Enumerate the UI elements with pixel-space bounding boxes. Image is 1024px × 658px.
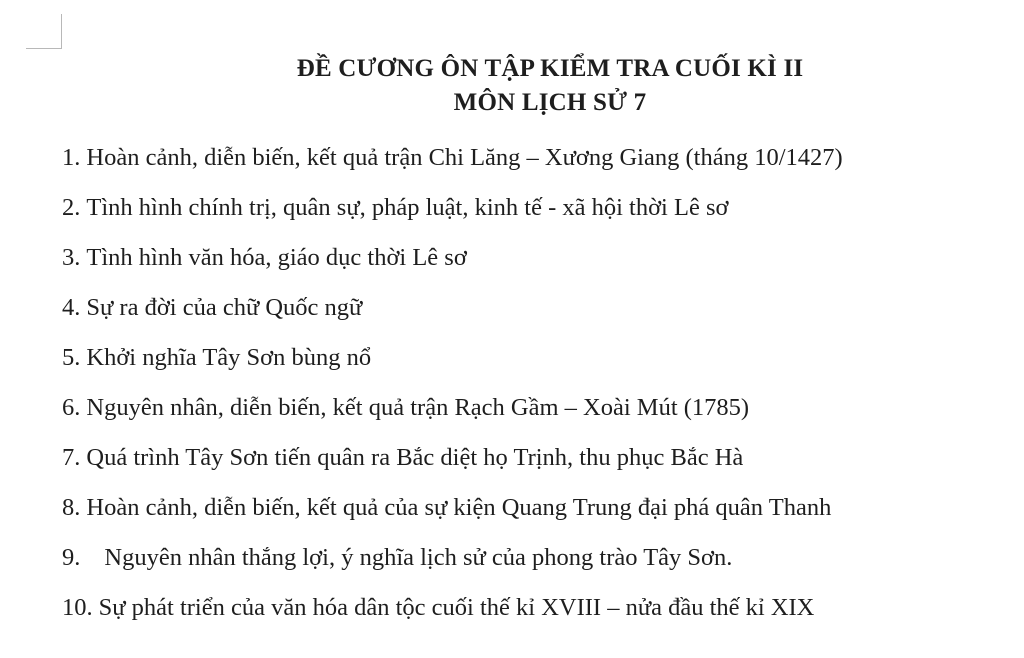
topic-list [62,140,843,640]
list-item [62,390,843,440]
item-number: 4. [62,294,81,321]
item-text: Hoàn cảnh, diễn biến, kết quả trận Chi Lăng – Xương Giang (tháng 10/1427) [86,144,843,171]
item-text: Tình hình chính trị, quân sự, pháp luật, kinh tế - xã hội thời Lê sơ [86,194,729,221]
document-title: ĐỀ CƯƠNG ÔN TẬP KIỂM TRA CUỐI KÌ II [296,55,804,82]
item-number: 7. [62,444,81,471]
list-item [62,290,843,340]
item-number: 3. [62,244,81,271]
item-text: Sự phát triển của văn hóa dân tộc cuối thế kỉ XVIII – nửa đầu thế kỉ XIX [98,594,815,621]
list-item [62,340,843,390]
list-item [62,140,843,190]
item-number: 8. [62,494,81,521]
list-item [62,540,843,590]
item-number: 6. [62,394,81,421]
item-number: 5. [62,344,81,371]
item-number: 10. [62,594,93,621]
list-item [62,190,843,240]
item-text: Khởi nghĩa Tây Sơn bùng nổ [86,344,372,371]
page-margin-marker [26,14,62,49]
item-text: Nguyên nhân, diễn biến, kết quả trận Rạch Gầm – Xoài Mút (1785) [86,394,750,421]
list-item [62,590,843,640]
item-text: Nguyên nhân thắng lợi, ý nghĩa lịch sử của phong trào Tây Sơn. [104,544,733,571]
list-item [62,240,843,290]
item-text: Sự ra đời của chữ Quốc ngữ [86,294,363,321]
item-number: 1. [62,144,81,171]
item-text: Hoàn cảnh, diễn biến, kết quả của sự kiện Quang Trung đại phá quân Thanh [86,494,832,521]
item-number: 9. [62,544,81,571]
document-subtitle: MÔN LỊCH SỬ 7 [453,89,647,116]
list-item [62,490,843,540]
item-number: 2. [62,194,81,221]
item-text: Quá trình Tây Sơn tiến quân ra Bắc diệt họ Trịnh, thu phục Bắc Hà [86,444,744,471]
list-item [62,440,843,490]
item-text: Tình hình văn hóa, giáo dục thời Lê sơ [86,244,467,271]
